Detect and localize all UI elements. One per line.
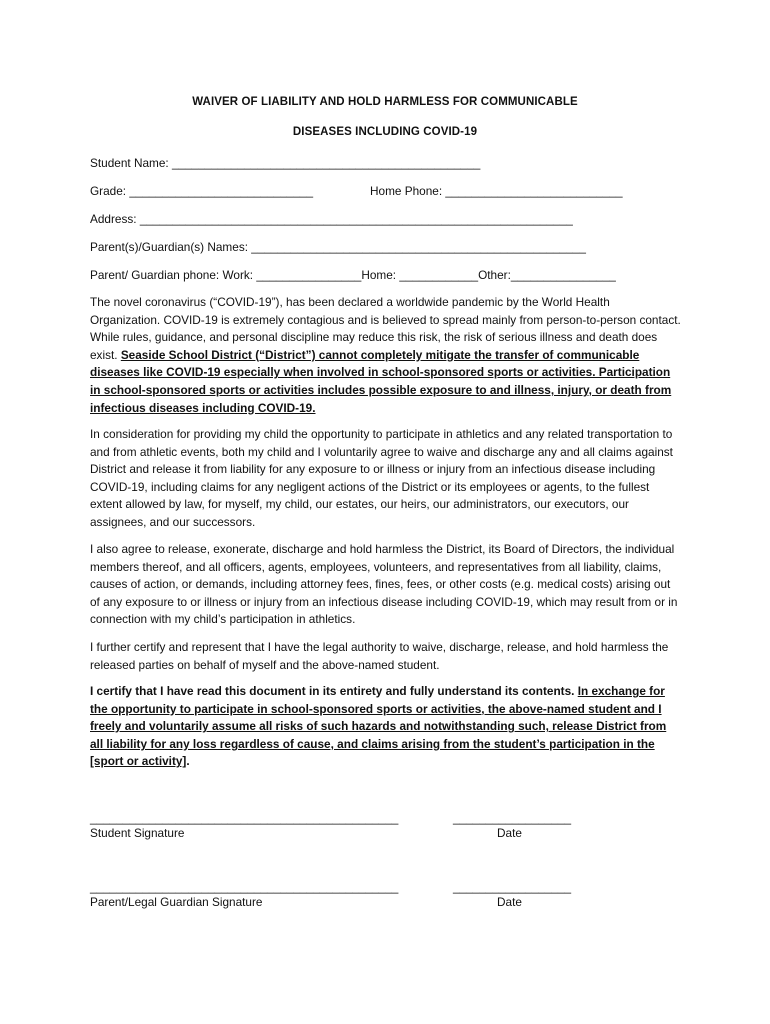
document-title-line1: WAIVER OF LIABILITY AND HOLD HARMLESS FOR COMMUNICABLE: [192, 96, 578, 108]
release-paragraph: I also agree to release, exonerate, discharge and hold harmless the District, its Board of Directors, the individual members thereof, and all officers, agents, employees, volunteers, and representatives from all liability, claims, causes of action, or demands, including attorney fees, fines, fees, or other costs (e.g. medical costs) arising out of any exposure to or illness or injury from an infectious disease including COVID-19, which may result from or in connection with my child’s participation in athletics.: [90, 542, 678, 627]
guardian-date-label: Date: [497, 895, 522, 909]
authority-paragraph: I further certify and represent that I have the legal authority to waive, discharge, release, and hold harmless the released parties on behalf of myself and the above-named student.: [90, 640, 669, 672]
certification-text: I certify that I have read this document in its entirety and fully understand its contents.: [90, 684, 578, 698]
certification-end: .: [186, 754, 190, 769]
document-title-line2: DISEASES INCLUDING COVID-19: [292, 126, 478, 138]
district-disclaimer-text: Seaside School District (“District”) cannot completely mitigate the transfer of communicable diseases like COVID-19 especially when involved in school-sponsored sports or activities. Participation in school-sponsored sports or activities includes possible exposure to and illness, injury, or death from infectious diseases including COVID-19.: [90, 347, 672, 415]
certification-paragraph: [90, 683, 682, 771]
student-signature-line[interactable]: _______________________________________________: [90, 811, 399, 825]
guardian-names-field[interactable]: Parent(s)/Guardian(s) Names: ___________________________________________________: [90, 240, 586, 254]
assumption-of-risk-text: In exchange for the opportunity to participate in school-sponsored sports or activities, the above-named student and I freely and voluntarily assume all risks of such hazards and notwithstanding such, release District from all liability for any loss regardless of cause, and claims arising from the student’s participation in the [sport or activity]: [90, 684, 667, 769]
covid-risk-text: The novel coronavirus (“COVID-19”), has been declared a worldwide pandemic by the World Health Organization. COVID-19 is extremely contagious and is believed to spread mainly from person-to-person contact. While rules, guidance, and personal discipline may reduce this risk, the risk of serious illness and death does exist.: [90, 295, 681, 362]
guardian-signature-line[interactable]: _______________________________________________: [90, 880, 399, 894]
address-field[interactable]: Address: __________________________________________________________________: [90, 212, 573, 226]
student-date-line[interactable]: __________________: [453, 811, 572, 825]
guardian-date-line[interactable]: __________________: [453, 880, 572, 894]
waiver-paragraph: In consideration for providing my child the opportunity to participate in athletics and any related transportation to and from athletic events, both my child and I voluntarily agree to waive and discharge any and all claims against District and release it from liability for any exposure to or illness or injury from an infectious disease including COVID-19, including claims for any negligent actions of the District or its employees or agents, to the fullest extent allowed by law, for myself, my child, our estates, our heirs, our administrators, our executors, our assignees, and our successors.: [90, 427, 673, 529]
guardian-signature-label: Parent/Legal Guardian Signature: [90, 895, 263, 909]
student-name-field[interactable]: Student Name: _______________________________________________: [90, 156, 481, 170]
covid-risk-paragraph: [90, 294, 682, 417]
student-date-label: Date: [497, 826, 522, 840]
grade-field[interactable]: Grade: ____________________________: [90, 184, 314, 198]
home-phone-field[interactable]: Home Phone: ___________________________: [370, 184, 623, 198]
student-signature-label: Student Signature: [90, 826, 185, 840]
guardian-phone-field[interactable]: Parent/ Guardian phone: Work: ________________Home: ____________Other:________________: [90, 268, 616, 282]
